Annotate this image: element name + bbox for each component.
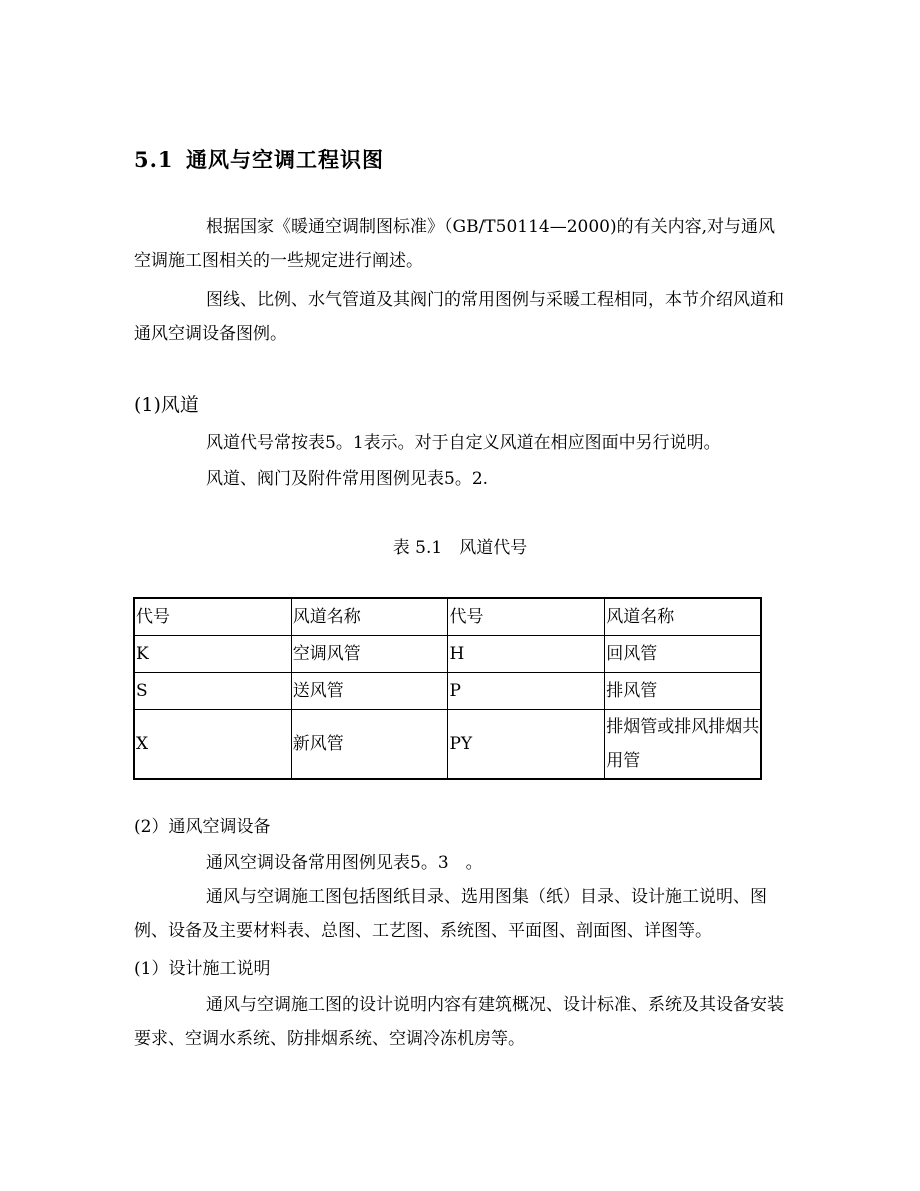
section-title: 通风与空调工程识图 [186,147,384,172]
table-row [134,635,761,672]
table-cell: P [448,672,605,709]
table-cell: X [134,709,291,779]
table-header-row [134,598,761,635]
table-cell: 排风管 [605,672,761,709]
equipment-line-1: 通风空调设备常用图例见表5。3 。 [206,853,483,873]
duct-code-table [133,597,762,780]
ducts-line-1: 风道代号常按表5。1表示。对于自定义风道在相应图面中另行说明。 [206,433,721,453]
subsection-title-equipment: (2）通风空调设备 [134,817,271,837]
table-cell: 回风管 [605,635,761,672]
section-number: 5.1 [134,147,174,172]
table-row [134,672,761,709]
section-heading [134,144,384,174]
table-row [134,709,761,779]
table-cell: S [134,672,291,709]
table-cell: K [134,635,291,672]
table-cell: 排烟管或排风排烟共用管 [605,709,761,779]
table-header-cell: 风道名称 [605,598,761,635]
intro-paragraph-2: 图线、比例、水气管道及其阀门的常用图例与采暖工程相同，本节介绍风道和通风空调设备图例。 [134,290,784,344]
table-header-cell: 代号 [448,598,605,635]
table-caption: 表 5.1 风道代号 [392,538,528,558]
subsection-title-ducts: (1)风道 [134,394,199,416]
intro-paragraph-1: 根据国家《暖通空调制图标准》（GB/T50114—2000)的有关内容,对与通风空调施工图相关的一些规定进行阐述。 [134,217,776,271]
table-cell: PY [448,709,605,779]
table-header-cell: 风道名称 [291,598,448,635]
subsection-title-design-notes: (1）设计施工说明 [134,959,271,979]
table-cell: 空调风管 [291,635,448,672]
table-header-cell: 代号 [134,598,291,635]
equipment-line-2: 通风与空调施工图包括图纸目录、选用图集（纸）目录、设计施工说明、图例、设备及主要材料表、总图、工艺图、系统图、平面图、剖面图、详图等。 [134,887,767,941]
table-cell: H [448,635,605,672]
table-cell: 新风管 [291,709,448,779]
table-cell: 送风管 [291,672,448,709]
design-notes-line-1: 通风与空调施工图的设计说明内容有建筑概况、设计标准、系统及其设备安装要求、空调水系统、防排烟系统、空调冷冻机房等。 [134,995,784,1049]
ducts-line-2: 风道、阀门及附件常用图例见表5。2. [206,469,489,489]
